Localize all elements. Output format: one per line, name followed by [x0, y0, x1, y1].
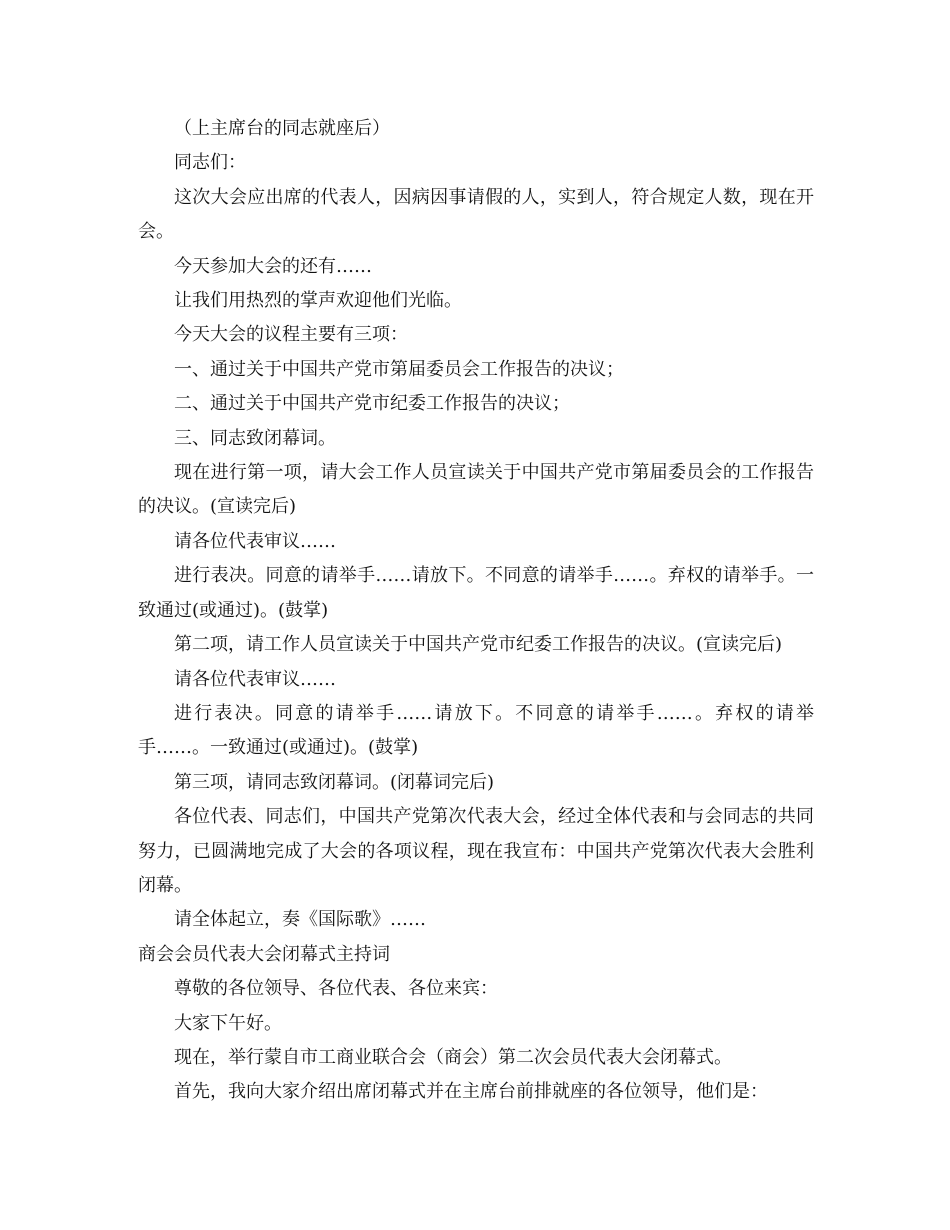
paragraph: 大家下午好。 [174, 1012, 282, 1034]
paragraph: 请各位代表审议…… [174, 668, 336, 690]
paragraph: 首先，我向大家介绍出席闭幕式并在主席台前排就座的各位领导，他们是： [174, 1081, 768, 1103]
document-body [138, 112, 814, 1110]
paragraph: （上主席台的同志就座后） [174, 118, 390, 139]
paragraph: 进行表决。同意的请举手……请放下。不同意的请举手……。弃权的请举手。一致通过(或通过)。(鼓掌) [138, 565, 814, 621]
paragraph: 第三项，请同志致闭幕词。(闭幕词完后) [174, 771, 495, 793]
paragraph: 今天大会的议程主要有三项： [174, 324, 408, 346]
paragraph: 请各位代表审议…… [174, 530, 336, 552]
paragraph: 第二项，请工作人员宣读关于中国共产党市纪委工作报告的决议。(宣读完后) [174, 634, 783, 656]
paragraph: 二、通过关于中国共产党市纪委工作报告的决议； [174, 393, 570, 415]
paragraph: 各位代表、同志们，中国共产党第次代表大会，经过全体代表和与会同志的共同努力，已圆满地完成了大会的各项议程，现在我宣布：中国共产党第次代表大会胜利闭幕。 [138, 806, 814, 896]
section-title: 商会会员代表大会闭幕式主持词 [138, 943, 390, 965]
paragraph: 现在进行第一项，请大会工作人员宣读关于中国共产党市第届委员会的工作报告的决议。(宣读完后) [138, 462, 814, 518]
paragraph: 三、同志致闭幕词。 [174, 427, 336, 449]
paragraph: 同志们： [174, 152, 246, 174]
paragraph: 今天参加大会的还有…… [174, 255, 372, 277]
paragraph: 进行表决。同意的请举手……请放下。不同意的请举手……。弃权的请举手……。一致通过(或通过)。(鼓掌) [138, 702, 814, 759]
paragraph: 尊敬的各位领导、各位代表、各位来宾： [174, 978, 498, 1000]
paragraph: 这次大会应出席的代表人，因病因事请假的人，实到人，符合规定人数，现在开会。 [138, 186, 814, 243]
paragraph: 现在，举行蒙自市工商业联合会（商会）第二次会员代表大会闭幕式。 [174, 1046, 732, 1068]
paragraph: 请全体起立，奏《国际歌》…… [174, 909, 426, 931]
paragraph: 让我们用热烈的掌声欢迎他们光临。 [174, 290, 462, 312]
paragraph: 一、通过关于中国共产党市第届委员会工作报告的决议； [174, 358, 624, 380]
